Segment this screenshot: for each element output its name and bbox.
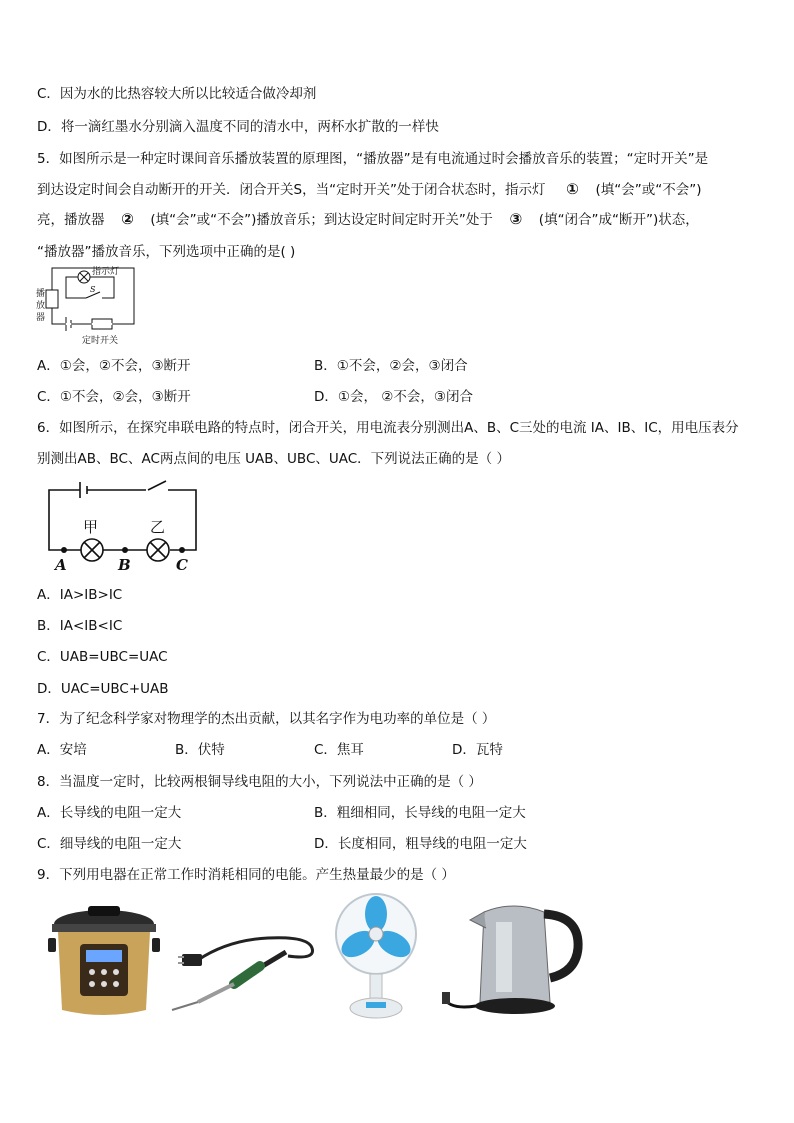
q6-circuit-figure bbox=[44, 476, 204, 574]
q6-point-b: B bbox=[118, 556, 131, 574]
q5-stem-line4: “播放器”播放音乐，下列选项中正确的是( ) bbox=[37, 244, 296, 260]
q5-label-player-1: 播 bbox=[36, 289, 46, 299]
q7-option-c: C．焦耳 bbox=[314, 742, 364, 758]
q6-option-d: D．UAC=UBC+UAB bbox=[37, 681, 169, 697]
q6-stem-line1: 6．如图所示，在探究串联电路的特点时，闭合开关，用电流表分别测出A、B、C三处的电流 IA、IB、IC，用电压表分 bbox=[37, 420, 739, 436]
q7-stem: 7．为了纪念科学家对物理学的杰出贡献，以其名字作为电功率的单位是（ ） bbox=[37, 711, 496, 727]
q5-label-timer-switch: 定时开关 bbox=[82, 336, 119, 346]
q5-stem-line1: 5．如图所示是一种定时课间音乐播放装置的原理图，“播放器”是有电流通过时会播放音乐的装置；“定时开关”是 bbox=[37, 151, 709, 167]
q6-label-yi: 乙 bbox=[150, 518, 166, 536]
q5-option-d: D．①会， ②不会，③闭合 bbox=[314, 389, 473, 405]
q4-option-c: C．因为水的比热容较大所以比较适合做冷却剂 bbox=[37, 86, 317, 102]
q5-stem-line2 bbox=[37, 178, 701, 198]
q5-stem-line3a: 亮，播放器 bbox=[37, 212, 105, 228]
q5-label-player-3: 器 bbox=[36, 313, 46, 323]
q5-blank-1: ① bbox=[566, 180, 579, 198]
q5-circuit-figure bbox=[36, 262, 146, 346]
q6-label-jia: 甲 bbox=[83, 518, 99, 536]
q8-option-a: A．长导线的电阻一定大 bbox=[37, 805, 182, 821]
q7-option-d: D．瓦特 bbox=[452, 742, 503, 758]
electric-kettle-image bbox=[440, 898, 586, 1022]
q6-option-c: C．UAB=UBC=UAC bbox=[37, 649, 168, 665]
electric-pressure-cooker-image bbox=[48, 902, 160, 1022]
q7-option-b: B．伏特 bbox=[175, 742, 225, 758]
q5-label-s: S bbox=[90, 285, 96, 294]
q5-blank-2: ② bbox=[121, 210, 134, 228]
electric-fan-image bbox=[330, 892, 422, 1022]
q5-stem-line2a: 到达设定时间会自动断开的开关．闭合开关S，当“定时开关”处于闭合状态时，指示灯 bbox=[37, 182, 546, 198]
q8-option-b: B．粗细相同，长导线的电阻一定大 bbox=[314, 805, 526, 821]
q6-point-a: A bbox=[55, 556, 67, 574]
q5-stem-line3c: (填“闭合”成“断开”)状态， bbox=[538, 212, 699, 228]
q8-option-c: C．细导线的电阻一定大 bbox=[37, 836, 182, 852]
soldering-iron-image bbox=[168, 930, 318, 1012]
q5-option-b: B．①不会，②会，③闭合 bbox=[314, 358, 468, 374]
q8-stem: 8．当温度一定时，比较两根铜导线电阻的大小，下列说法中正确的是（ ） bbox=[37, 774, 482, 790]
q6-option-b: B．IA<IB<IC bbox=[37, 618, 123, 634]
q6-stem-line2: 别测出AB、BC、AC两点间的电压 UAB、UBC、UAC．下列说法正确的是（ ） bbox=[37, 451, 510, 467]
q5-stem-line3 bbox=[37, 208, 699, 228]
q9-stem: 9．下列用电器在正常工作时消耗相同的电能。产生热量最少的是（ ） bbox=[37, 867, 455, 883]
q5-blank-3: ③ bbox=[509, 210, 523, 228]
q8-option-d: D．长度相同，粗导线的电阻一定大 bbox=[314, 836, 527, 852]
q5-option-c: C．①不会，②会，③断开 bbox=[37, 389, 191, 405]
q6-option-a: A．IA>IB>IC bbox=[37, 587, 123, 603]
q5-stem-line3b: (填“会”或“不会”)播放音乐；到达设定时间定时开关”处于 bbox=[150, 212, 493, 228]
q7-option-a: A．安培 bbox=[37, 742, 87, 758]
q5-stem-line2b: (填“会”或“不会”) bbox=[595, 182, 702, 198]
q5-label-lamp: 指示灯 bbox=[92, 267, 120, 277]
q6-point-c: C bbox=[176, 556, 188, 574]
q5-label-player-2: 放 bbox=[36, 301, 46, 311]
q4-option-d: D．将一滴红墨水分别滴入温度不同的清水中，两杯水扩散的一样快 bbox=[37, 119, 439, 135]
q5-option-a: A．①会，②不会，③断开 bbox=[37, 358, 191, 374]
